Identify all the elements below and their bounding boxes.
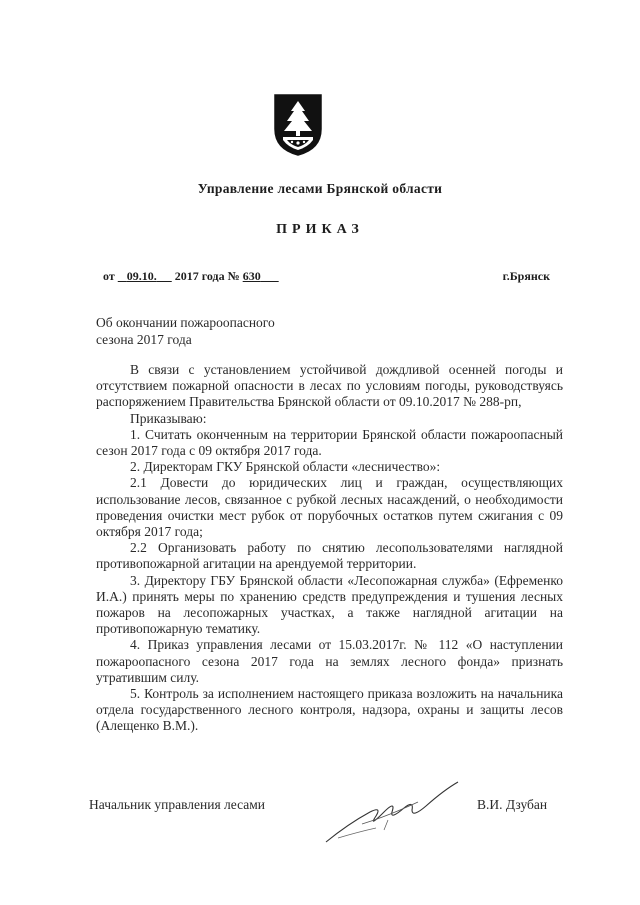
order-item-2: 2. Директорам ГКУ Брянской области «лесничество»: <box>130 459 441 475</box>
subject-line-1: Об окончании пожароопасного <box>96 315 275 330</box>
order-item-4: 4. Приказ управления лесами от 15.03.2017г. № 112 «О наступлении пожароопасного сезона 2017 года на землях лесного фонда» признать утратившим силу. <box>96 637 563 685</box>
order-word: Приказываю: <box>130 410 207 426</box>
order-item-3: 3. Директору ГБУ Брянской области «Лесопожарная служба» (Ефременко И.А.) принять меры по хранению средств предупреждения и тушения лесных пожаров на лесопожарных участках, а также наглядной агитации на противопожарную тематику. <box>96 572 563 637</box>
subject-block <box>96 314 275 348</box>
city: г.Брянск <box>502 269 550 283</box>
date-value: 09.10. <box>126 269 157 283</box>
order-number: 630 <box>242 269 261 283</box>
date-line <box>103 269 279 284</box>
order-item-1: 1. Считать оконченным на территории Брянской области пожароопасный сезон 2017 года с 09 октября 2017 года. <box>96 426 563 459</box>
order-body <box>96 362 563 735</box>
preamble-paragraph: В связи с установлением устойчивой дождливой осенней погоды и отсутствием пожарной опасности в лесах по условиям погоды, руководствуясь распоряжением Правительства Брянской области от 09.10.2017 № 288-рп, <box>96 362 563 410</box>
document-type: ПРИКАЗ <box>276 222 364 237</box>
order-item-2-2: 2.2 Организовать работу по снятию лесопользователями наглядной противопожарной агитации на арендуемой территории. <box>96 540 563 572</box>
coat-of-arms-icon <box>273 93 323 157</box>
signatory-title: Начальник управления лесами <box>89 797 266 812</box>
order-item-2-1: 2.1 Довести до юридических лиц и граждан, осуществляющих использование лесов, связанное с рубкой лесных насаждений, о необходимости проведения очистки мест рубок от порубочных остатков путем сжигания с 09 октября 2017 года; <box>96 475 563 540</box>
organization-title: Управление лесами Брянской области <box>197 181 443 196</box>
subject-line-2: сезона 2017 года <box>96 332 192 347</box>
signatory-name: В.И. Дзубан <box>477 797 548 812</box>
year-suffix: 2017 года № <box>174 269 240 283</box>
handwritten-signature <box>318 772 478 852</box>
date-prefix: от <box>103 269 115 283</box>
order-item-5: 5. Контроль за исполнением настоящего приказа возложить на начальника отдела государственного лесного контроля, надзора, охраны и защиты лесов (Алещенко В.М.). <box>96 686 563 734</box>
